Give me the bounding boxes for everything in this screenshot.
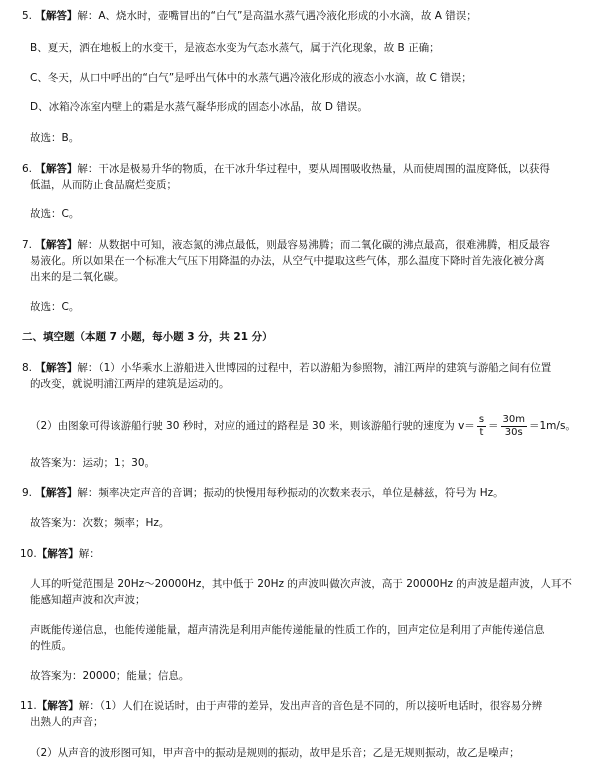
q6-line-1: 6. 【解答】解：干冰是极易升华的物质，在干冰升华过程中，要从周围吸收热量，从而使周围的温度降低，以获得 [22,163,550,175]
q8-answer: 故答案为：运动；1；30。 [30,457,156,469]
q7-line-1: 7. 【解答】解：从数据中可知，液态氮的沸点最低，则最容易沸腾；而二氧化碳的沸点最高，很难沸腾，相反最容 [22,239,550,251]
q7-answer: 故选：C。 [30,301,80,313]
q7-line-2: 易液化。所以如果在一个标准大气压下用降温的办法，从空气中提取这些气体，那么温度下降时首先液化被分离 [30,255,545,267]
fraction-s-over-t: $\frac{s}{t}$ [478,413,485,438]
q11-line-2: 出熟人的声音； [30,716,104,728]
q8-line-3: （2）由图象可得该游船行驶 30 秒时，对应的通过的路程是 30 米，则该游船行驶的速度为 v＝ $\frac{s}{t}$ ＝ $\frac{30m}{30s}$ ＝1m/s。 [30,413,576,438]
q8-line-2: 的改变，就说明浦江两岸的建筑是运动的。 [30,378,230,390]
q5-line-a: 5. 【解答】解：A、烧水时，壶嘴冒出的“白气”是高温水蒸气遇冷液化形成的小水滴，故 A 错误； [22,10,477,22]
q11-line-3: （2）从声音的波形图可知，甲声音中的振动是规则的振动，故甲是乐音；乙是无规则振动，故乙是噪声； [30,747,520,759]
q10-line-1: 人耳的听觉范围是 20Hz～20000Hz，其中低于 20Hz 的声波叫做次声波，高于 20000Hz 的声波是超声波，人耳不 [30,578,572,590]
q10-line-3: 声既能传递信息，也能传递能量，超声清洗是利用声能传递能量的性质工作的，回声定位是利用了声能传递信息 [30,624,545,636]
q10-line-2: 能感知超声波和次声波； [30,594,146,606]
q6-answer: 故选：C。 [30,208,80,220]
q6-line-2: 低温，从而防止食品腐烂变质； [30,179,177,191]
q7-line-3: 出来的是二氧化碳。 [30,271,125,283]
section-title: 二、填空题（本题 7 小题，每小题 3 分，共 21 分） [22,331,273,343]
q9-line-1: 9. 【解答】解：频率决定声音的音调；振动的快慢用每秒振动的次数来表示，单位是赫兹，符号为 Hz。 [22,487,504,499]
q10-line-4: 的性质。 [30,640,72,652]
q8-line-1: 8. 【解答】解：（1）小华乘水上游船进入世博园的过程中，若以游船为参照物，浦江两岸的建筑与游船之间有位置 [22,362,552,374]
q10-answer: 故答案为：20000；能量；信息。 [30,670,190,682]
q5-answer: 故选：B。 [30,132,80,144]
fraction-30m-over-30s: $\frac{30m}{30s}$ [502,413,525,438]
q5-line-b: B、夏天，洒在地板上的水变干，是液态水变为气态水蒸气，属于汽化现象，故 B 正确； [30,42,440,54]
q5-line-c: C、冬天，从口中呼出的“白气”是呼出气体中的水蒸气遇冷液化形成的液态小水滴，故 C 错误； [30,72,472,84]
q5-line-d: D、冰箱冷冻室内壁上的霜是水蒸气凝华形成的固态小冰晶，故 D 错误。 [30,101,368,113]
q10-line-0: 10.【解答】解： [20,548,100,560]
q9-answer: 故答案为：次数；频率；Hz。 [30,517,170,529]
q11-line-1: 11.【解答】解：（1）人们在说话时，由于声带的差异，发出声音的音色是不同的，所以接听电话时，很容易分辨 [20,700,543,712]
